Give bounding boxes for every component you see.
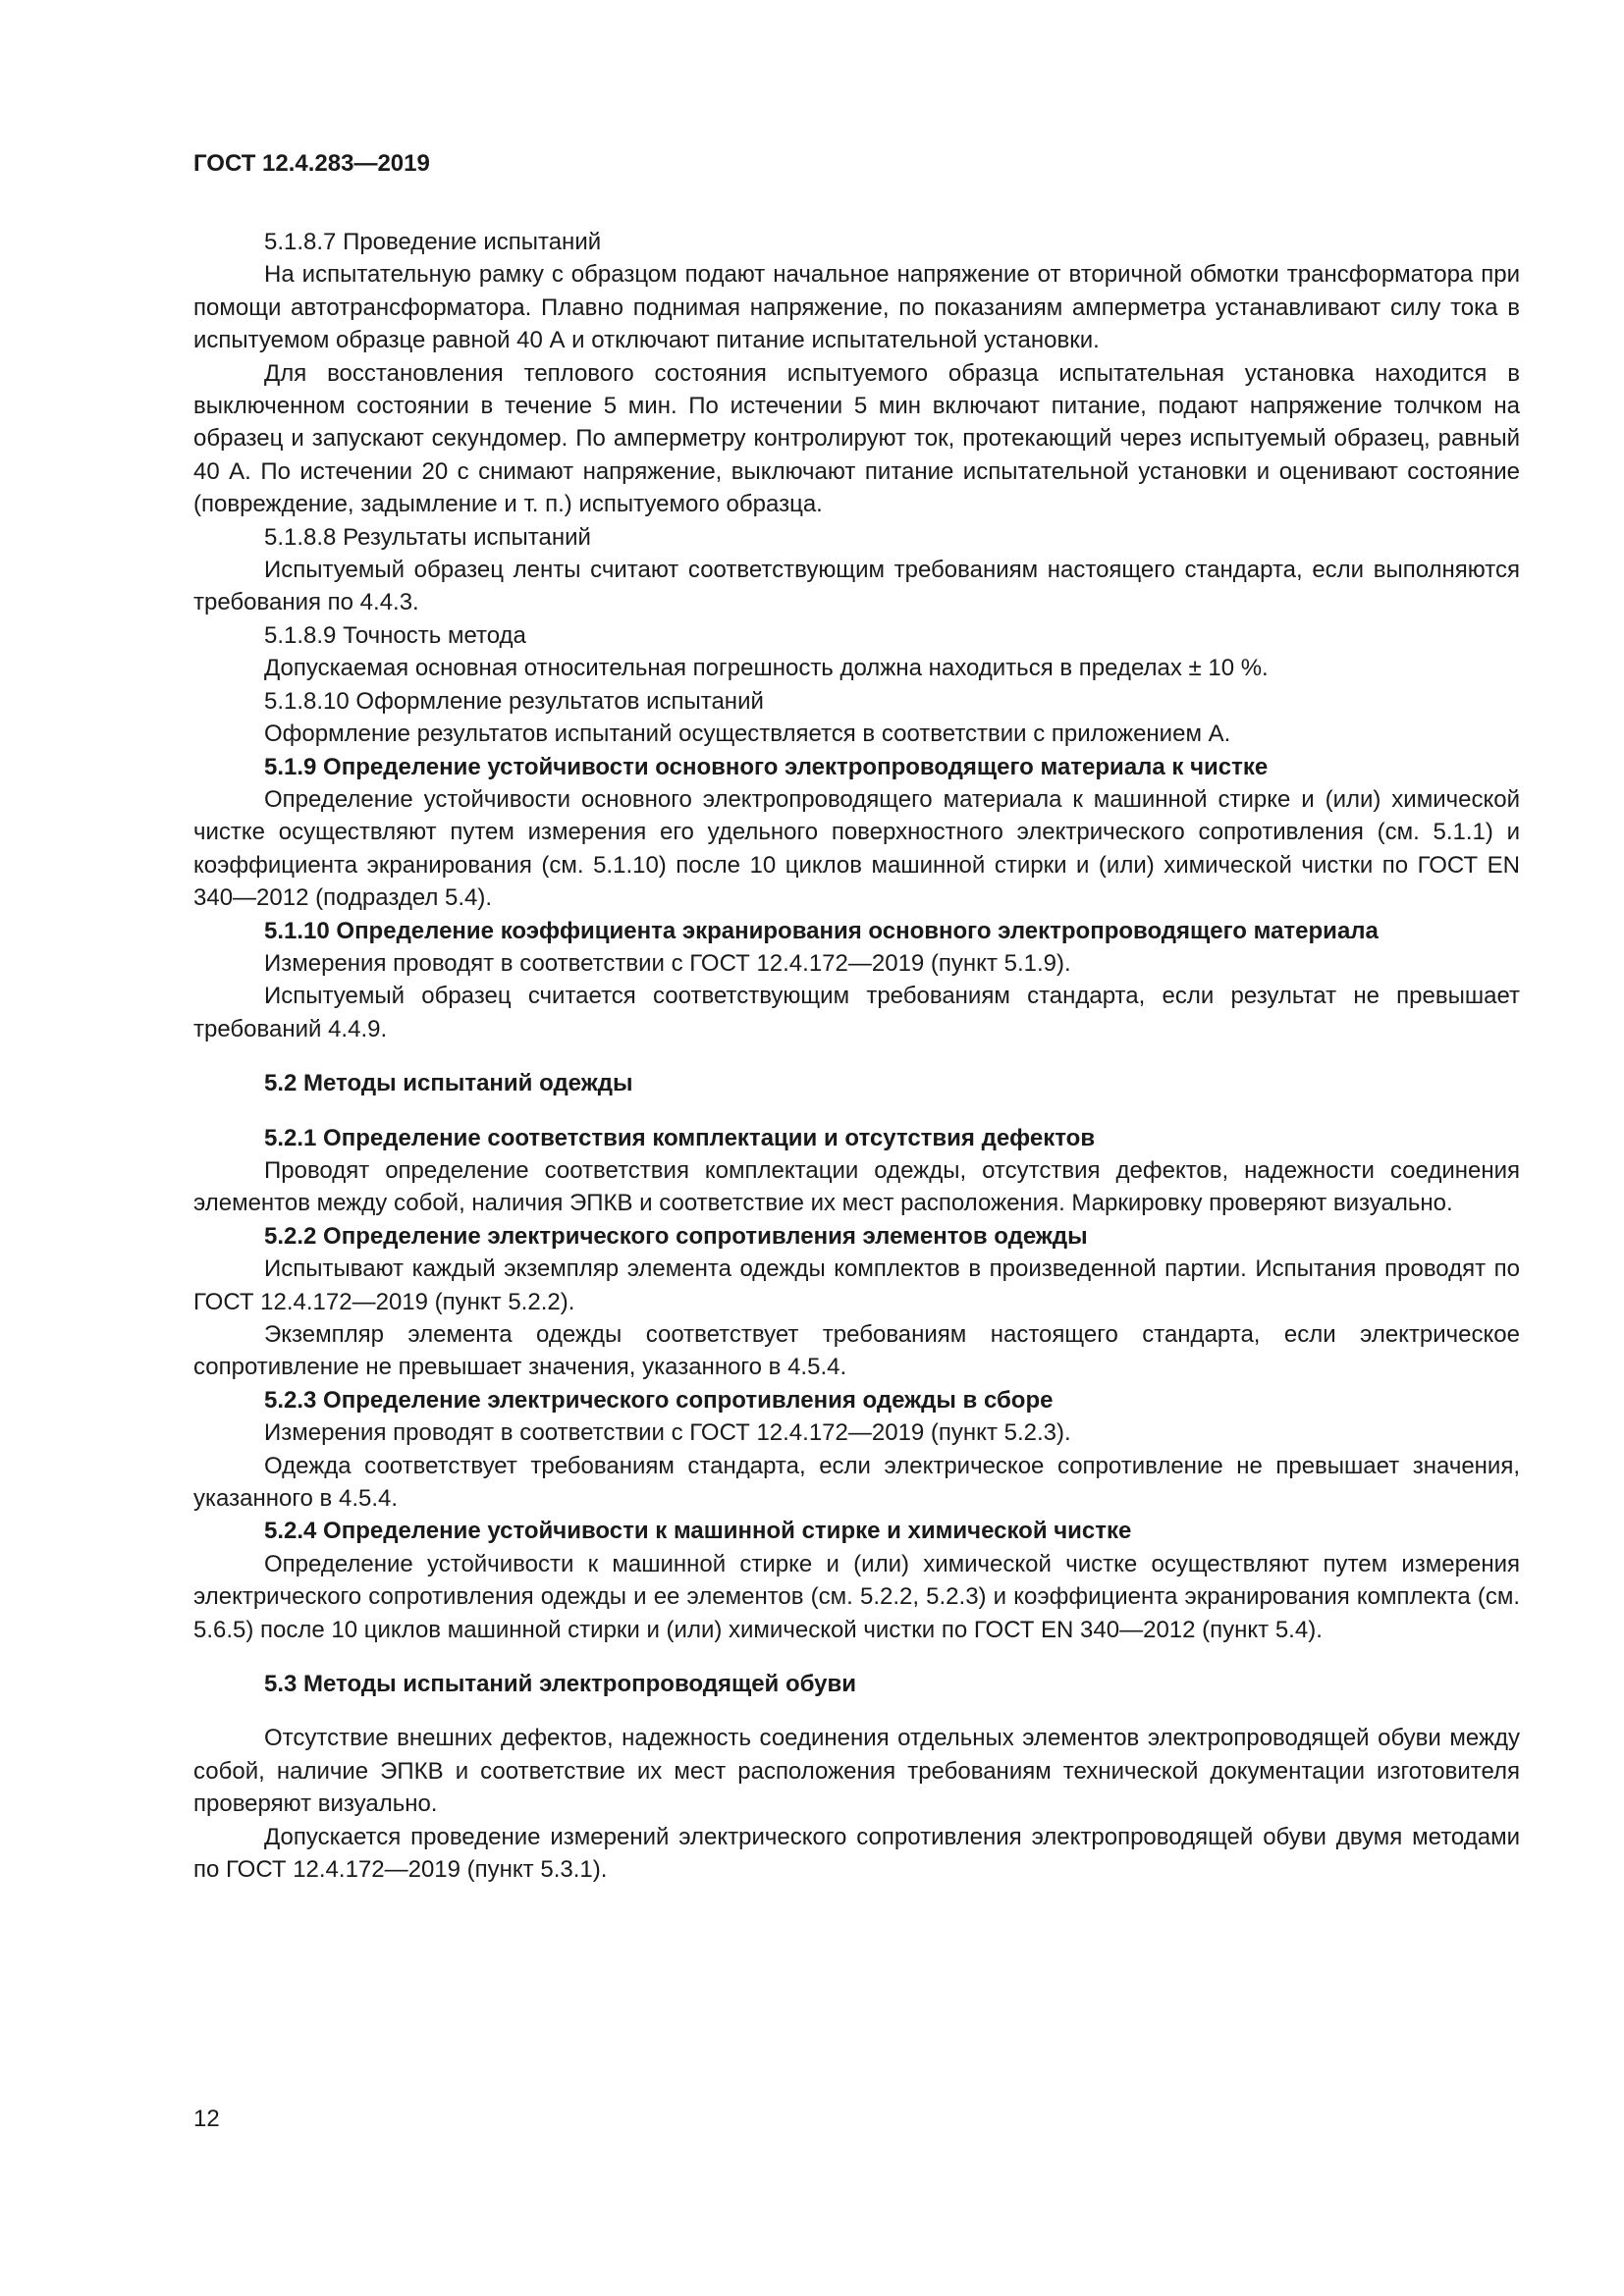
section-heading: 5.1.10 Определение коэффициента экранирования основного электропроводящего материала [264, 917, 1379, 944]
section-heading: 5.2.2 Определение электрического сопротивления элементов одежды [264, 1222, 1088, 1250]
section-heading: 5.2.4 Определение устойчивости к машинной стирке и химической чистке [264, 1518, 1132, 1545]
body-paragraph: Измерения проводят в соответствии с ГОСТ 12.4.172—2019 (пункт 5.2.3). [264, 1419, 1071, 1447]
body-paragraph: 5.1.8.8 Результаты испытаний [264, 523, 591, 551]
body-paragraph: Допускаемая основная относительная погрешность должна находиться в пределах ± 10 %. [264, 655, 1269, 682]
section-heading: 5.1.9 Определение устойчивости основного электропроводящего материала к чистке [264, 753, 1269, 780]
body-paragraph: Испытывают каждый экземпляр элемента одежды комплектов в произведенной партии. Испытания проводят по ГОСТ 12.4.172—2019 (пункт 5.2.2). [193, 1255, 1520, 1315]
body-paragraph: 5.1.8.7 Проведение испытаний [264, 229, 602, 255]
body-paragraph: Оформление результатов испытаний осуществляется в соответствии с приложением А. [264, 721, 1231, 748]
body-paragraph: 5.1.8.10 Оформление результатов испытаний [264, 687, 764, 715]
section-heading: 5.2 Методы испытаний одежды [264, 1070, 633, 1097]
document-code-header: ГОСТ 12.4.283—2019 [193, 150, 430, 177]
body-paragraph: На испытательную рамку с образцом подают начальное напряжение от вторичной обмотки трансформатора при помощи автотрансформатора. Плавно поднимая напряжение, по показаниям амперметра устанавливают силу тока в испытуемом образце равной 40 А и отключают питание испытательной установки. [193, 261, 1520, 354]
body-paragraph: Определение устойчивости основного электропроводящего материала к машинной стирке и (или) химической чистке осуществляют путем измерения его удельного поверхностного электрического сопротивления (см. 5.1.1) и коэффициента экранирования (см. 5.1.10) после 10 циклов машинной стирки и (или) химической чистки по ГОСТ EN 340—2012 (подраздел 5.4). [193, 785, 1520, 912]
body-paragraph: Для восстановления теплового состояния испытуемого образца испытательная установка находится в выключенном состоянии в течение 5 мин. По истечении 5 мин включают питание, подают напряжение толчком на образец и запускают секундомер. По амперметру контролируют ток, протекающий через испытуемый образец, равный 40 А. По истечении 20 с снимают напряжение, выключают питание испытательной установки и оценивают состояние (повреждение, задымление и т. п.) испытуемого образца. [193, 359, 1520, 518]
body-paragraph: Испытуемый образец считается соответствующим требованиям стандарта, если результат не превышает требований 4.4.9. [193, 983, 1520, 1042]
body-paragraph: Измерения проводят в соответствии с ГОСТ 12.4.172—2019 (пункт 5.1.9). [264, 949, 1071, 977]
body-paragraph: Отсутствие внешних дефектов, надежность соединения отдельных элементов электропроводящей обуви между собой, наличие ЭПКВ и соответствие их мест расположения требованиям технической документации изготовителя проверяют визуально. [193, 1725, 1520, 1818]
body-paragraph: Проводят определение соответствия комплектации одежды, отсутствия дефектов, надежности соединения элементов между собой, наличия ЭПКВ и соответствие их мест расположения. Маркировку проверяют визуально. [193, 1156, 1520, 1217]
document-body [193, 226, 1520, 1887]
page-number: 12 [193, 2106, 220, 2132]
body-paragraph: Допускается проведение измерений электрического сопротивления электропроводящей обуви двумя методами по ГОСТ 12.4.172—2019 (пункт 5.3.1). [193, 1823, 1520, 1884]
section-heading: 5.2.3 Определение электрического сопротивления одежды в сборе [264, 1386, 1054, 1414]
body-paragraph: Одежда соответствует требованиям стандарта, если электрическое сопротивление не превышает значения, указанного в 4.5.4. [193, 1452, 1520, 1513]
body-paragraph: 5.1.8.9 Точность метода [264, 621, 526, 649]
body-paragraph: Определение устойчивости к машинной стирке и (или) химической чистке осуществляют путем измерения электрического сопротивления одежды и ее элементов (см. 5.2.2, 5.2.3) и коэффициента экранирования комплекта (см. 5.6.5) после 10 циклов машинной стирки и (или) химической чистки по ГОСТ EN 340—2012 (пункт 5.4). [193, 1550, 1520, 1643]
section-heading: 5.2.1 Определение соответствия комплектации и отсутствия дефектов [264, 1124, 1096, 1151]
body-paragraph: Экземпляр элемента одежды соответствует требованиям настоящего стандарта, если электрическое сопротивление не превышает значения, указанного в 4.5.4. [193, 1321, 1520, 1381]
body-paragraph: Испытуемый образец ленты считают соответствующим требованиям настоящего стандарта, если выполняются требования по 4.4.3. [193, 557, 1520, 616]
section-heading: 5.3 Методы испытаний электропроводящей обуви [264, 1671, 856, 1698]
